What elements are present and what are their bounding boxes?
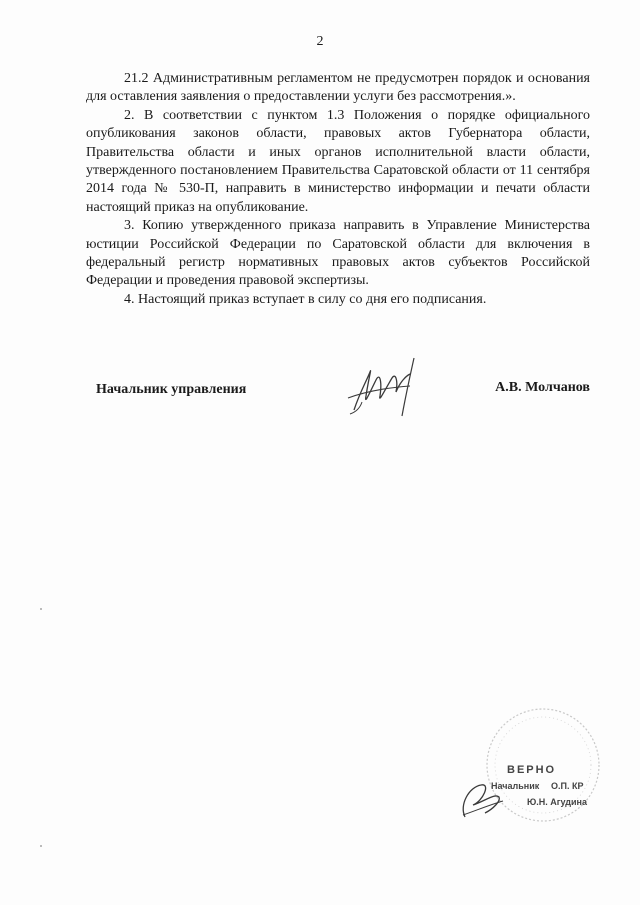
paragraph-2: 2. В соответствии с пунктом 1.3 Положения о порядке официального опубликования законов области, правовых актов Губернатора области, Правительства области и иных органов исполнительной власти области, утвержденного постановлением Правительства Саратовской области от 11 сентября 2014 года № 530-П, направить в министерство информации и печати области настоящий приказ на опубликование. [86,107,590,215]
handwritten-signature [340,352,450,422]
paragraph-21-2: 21.2 Административным регламентом не предусмотрен порядок и основания для оставления заявления о предоставлении услуги без рассмотрения.». [86,71,590,105]
svg-text:ВЕРНО: ВЕРНО [507,764,557,776]
svg-text:Начальник: Начальник [491,781,540,791]
signature-block [86,378,590,408]
paragraph-3: 3. Копию утвержденного приказа направить в Управление Министерства юстиции Российской Федерации по Саратовской области для включения в федеральный регистр нормативных правовых актов субъектов Российской Федерации и проведения правовой экспертизы. [86,218,590,289]
margin-mark [40,845,42,847]
page-number: 2 [316,34,324,49]
margin-mark [40,608,42,610]
svg-text:О.П. КР: О.П. КР [551,781,584,791]
svg-text:Ю.Н. Агудина: Ю.Н. Агудина [527,797,587,807]
document-body [86,70,590,309]
certification-stamp [455,705,605,835]
signer-title: Начальник управления [96,382,247,397]
paragraph-4: 4. Настоящий приказ вступает в силу со дня его подписания. [124,291,487,307]
signer-name: А.В. Молчанов [495,380,590,395]
